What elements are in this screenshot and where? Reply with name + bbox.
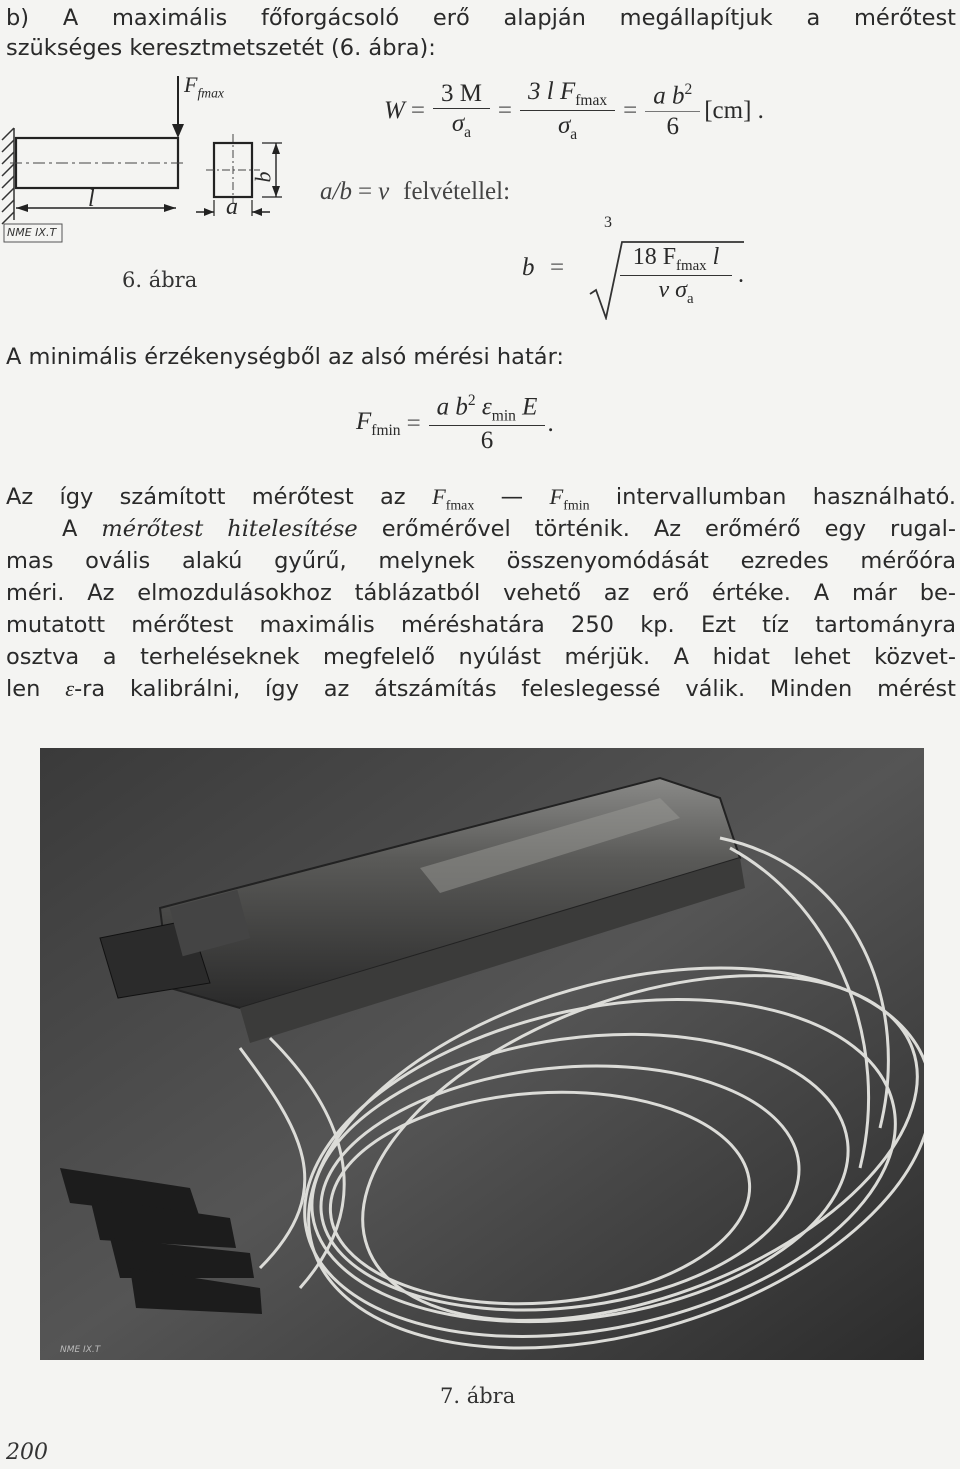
formula-fmin-frac: $\frac{a b^2 \varepsilon_{min} E}{6}$ (433, 392, 542, 456)
main-line-7: len ε-ra kalibrálni, így az átszámítás feleslegessé válik. Minden mérést (6, 676, 956, 702)
formula-w-frac1: $\frac{3 M}{\sigma_a}$ (437, 80, 486, 143)
formula-b-root-index: 3 (604, 214, 612, 231)
figure-6-drawing (0, 70, 300, 250)
main-line-4: méri. Az elmozdulásokhoz táblázatból vehető az erő értéke. A már be- (6, 580, 956, 606)
fig6-label-a: a (226, 194, 238, 220)
main-line-3: mas ovális alakú gyűrű, melynek összenyomódását ezredes mérőóra (6, 548, 956, 574)
fig6-stamp: NME IX.T (7, 226, 57, 239)
wall-hatching (2, 128, 14, 224)
fig7-caption: 7. ábra (440, 1384, 516, 1408)
main-line-5: mutatott mérőtest maximális méréshatára 250 kp. Ezt tíz tartományra (6, 612, 956, 638)
formula-b-eq: = (550, 254, 565, 281)
formula-w-frac3: $\frac{a b^2}{6}$ (649, 81, 696, 142)
main-line-2: A mérőtest hitelesítése erőmérővel történik. Az erőmérő egy rugal- (62, 516, 956, 542)
page-number: 200 (6, 1440, 48, 1465)
fig6-force-label: $F_{fmax}$ (184, 72, 224, 101)
force-arrow (172, 76, 184, 138)
main-line-1: Az így számított mérőtest az $F_{fmax}$ — $F_{fmin}$ intervallumban használható. (6, 484, 956, 514)
formula-fmin: $F_{fmin}$ = $\frac{a b^2 \varepsilon_{min} E}{6}$ . (356, 392, 554, 455)
fig6-label-b: b (250, 171, 276, 183)
intro-line-2: szükséges keresztmetszetét (6. ábra): (6, 35, 436, 61)
fig6-caption: 6. ábra (122, 268, 198, 292)
intro-line-1: b) A maximális főforgácsoló erő alapján megállapítjuk a mérőtest (6, 5, 956, 31)
figure-7-photo (40, 748, 924, 1360)
formula-w-frac2: $\frac{3 l F_{fmax}}{\sigma_a}$ (524, 78, 611, 144)
min-sentence: A minimális érzékenységből az alsó mérési határ: (6, 344, 565, 370)
formula-b-end: . (738, 262, 744, 288)
fig6-label-l: l (88, 186, 95, 212)
ratio-line: a/b = v felvétellel: (320, 178, 511, 205)
formula-b-lhs: b (522, 254, 535, 281)
formula-w: W = $\frac{3 M}{\sigma_a}$ = $\frac{3 l F_{fmax}}{\sigma_a}$ = $\frac{a b^2}{6}$ [cm] . (384, 78, 764, 143)
main-line-6: osztva a terheléseknek megfelelő nyúlást mérjük. A hidat lehet közvet- (6, 644, 956, 670)
formula-b-fraction: 18 $F_{fmax}$ l v $\sigma_a$ (620, 244, 732, 309)
fig7-stamp: NME IX.T (60, 1345, 101, 1355)
